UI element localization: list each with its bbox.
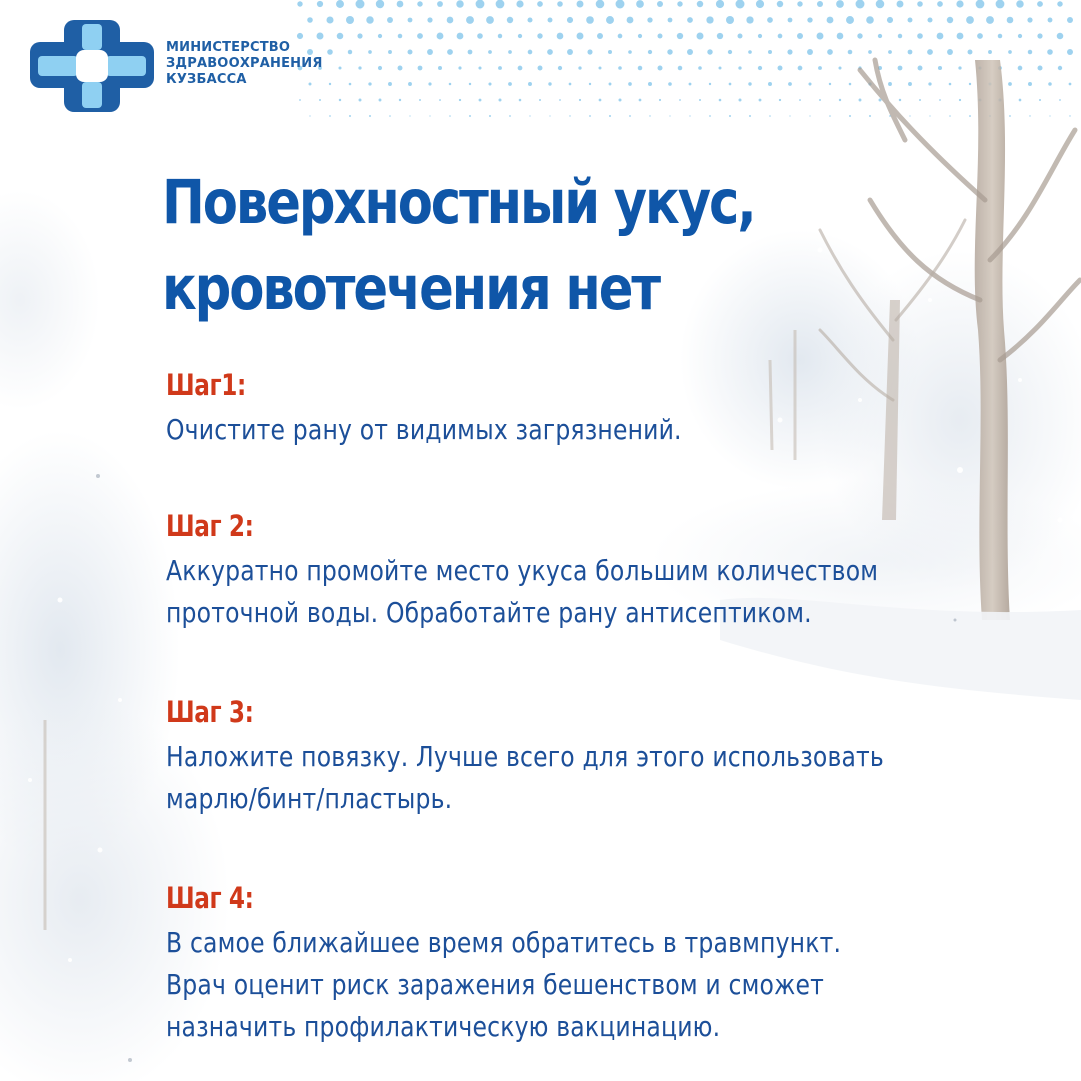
step-text-line: Аккуратно промойте место укуса большим количеством xyxy=(166,554,879,587)
title-line: Поверхностный укус, xyxy=(162,167,755,238)
step-2 xyxy=(166,508,1066,634)
step-label: Шаг 4: xyxy=(166,881,254,915)
org-line: КУЗБАССА xyxy=(166,72,247,87)
step-label: Шаг1: xyxy=(166,368,246,402)
step-1 xyxy=(166,367,1066,451)
step-text xyxy=(166,550,922,634)
step-text-line: марлю/бинт/пластырь. xyxy=(166,782,453,815)
step-text-line: Наложите повязку. Лучше всего для этого использовать xyxy=(166,740,884,773)
organization-name xyxy=(166,40,323,88)
step-text xyxy=(166,736,922,820)
page-title xyxy=(162,160,918,332)
step-label: Шаг 3: xyxy=(166,695,254,729)
step-3 xyxy=(166,694,1066,820)
step-text-line: Врач оценит риск заражения бешенством и сможет xyxy=(166,968,824,1001)
step-text-line: В самое ближайшее время обратитесь в травмпункт. xyxy=(166,926,842,959)
step-text-line: Очистите рану от видимых загрязнений. xyxy=(166,413,682,446)
step-text xyxy=(166,409,922,451)
step-text-line: проточной воды. Обработайте рану антисептиком. xyxy=(166,596,812,629)
step-text-line: назначить профилактическую вакцинацию. xyxy=(166,1010,721,1043)
step-4 xyxy=(166,880,1066,1048)
step-label: Шаг 2: xyxy=(166,509,254,543)
step-text xyxy=(166,922,922,1048)
halftone-dots xyxy=(297,0,1073,117)
title-line: кровотечения нет xyxy=(162,253,659,324)
org-line: МИНИСТЕРСТВО xyxy=(166,40,291,55)
org-line: ЗДРАВООХРАНЕНИЯ xyxy=(166,56,323,71)
medical-cross-logo-icon xyxy=(30,20,154,112)
